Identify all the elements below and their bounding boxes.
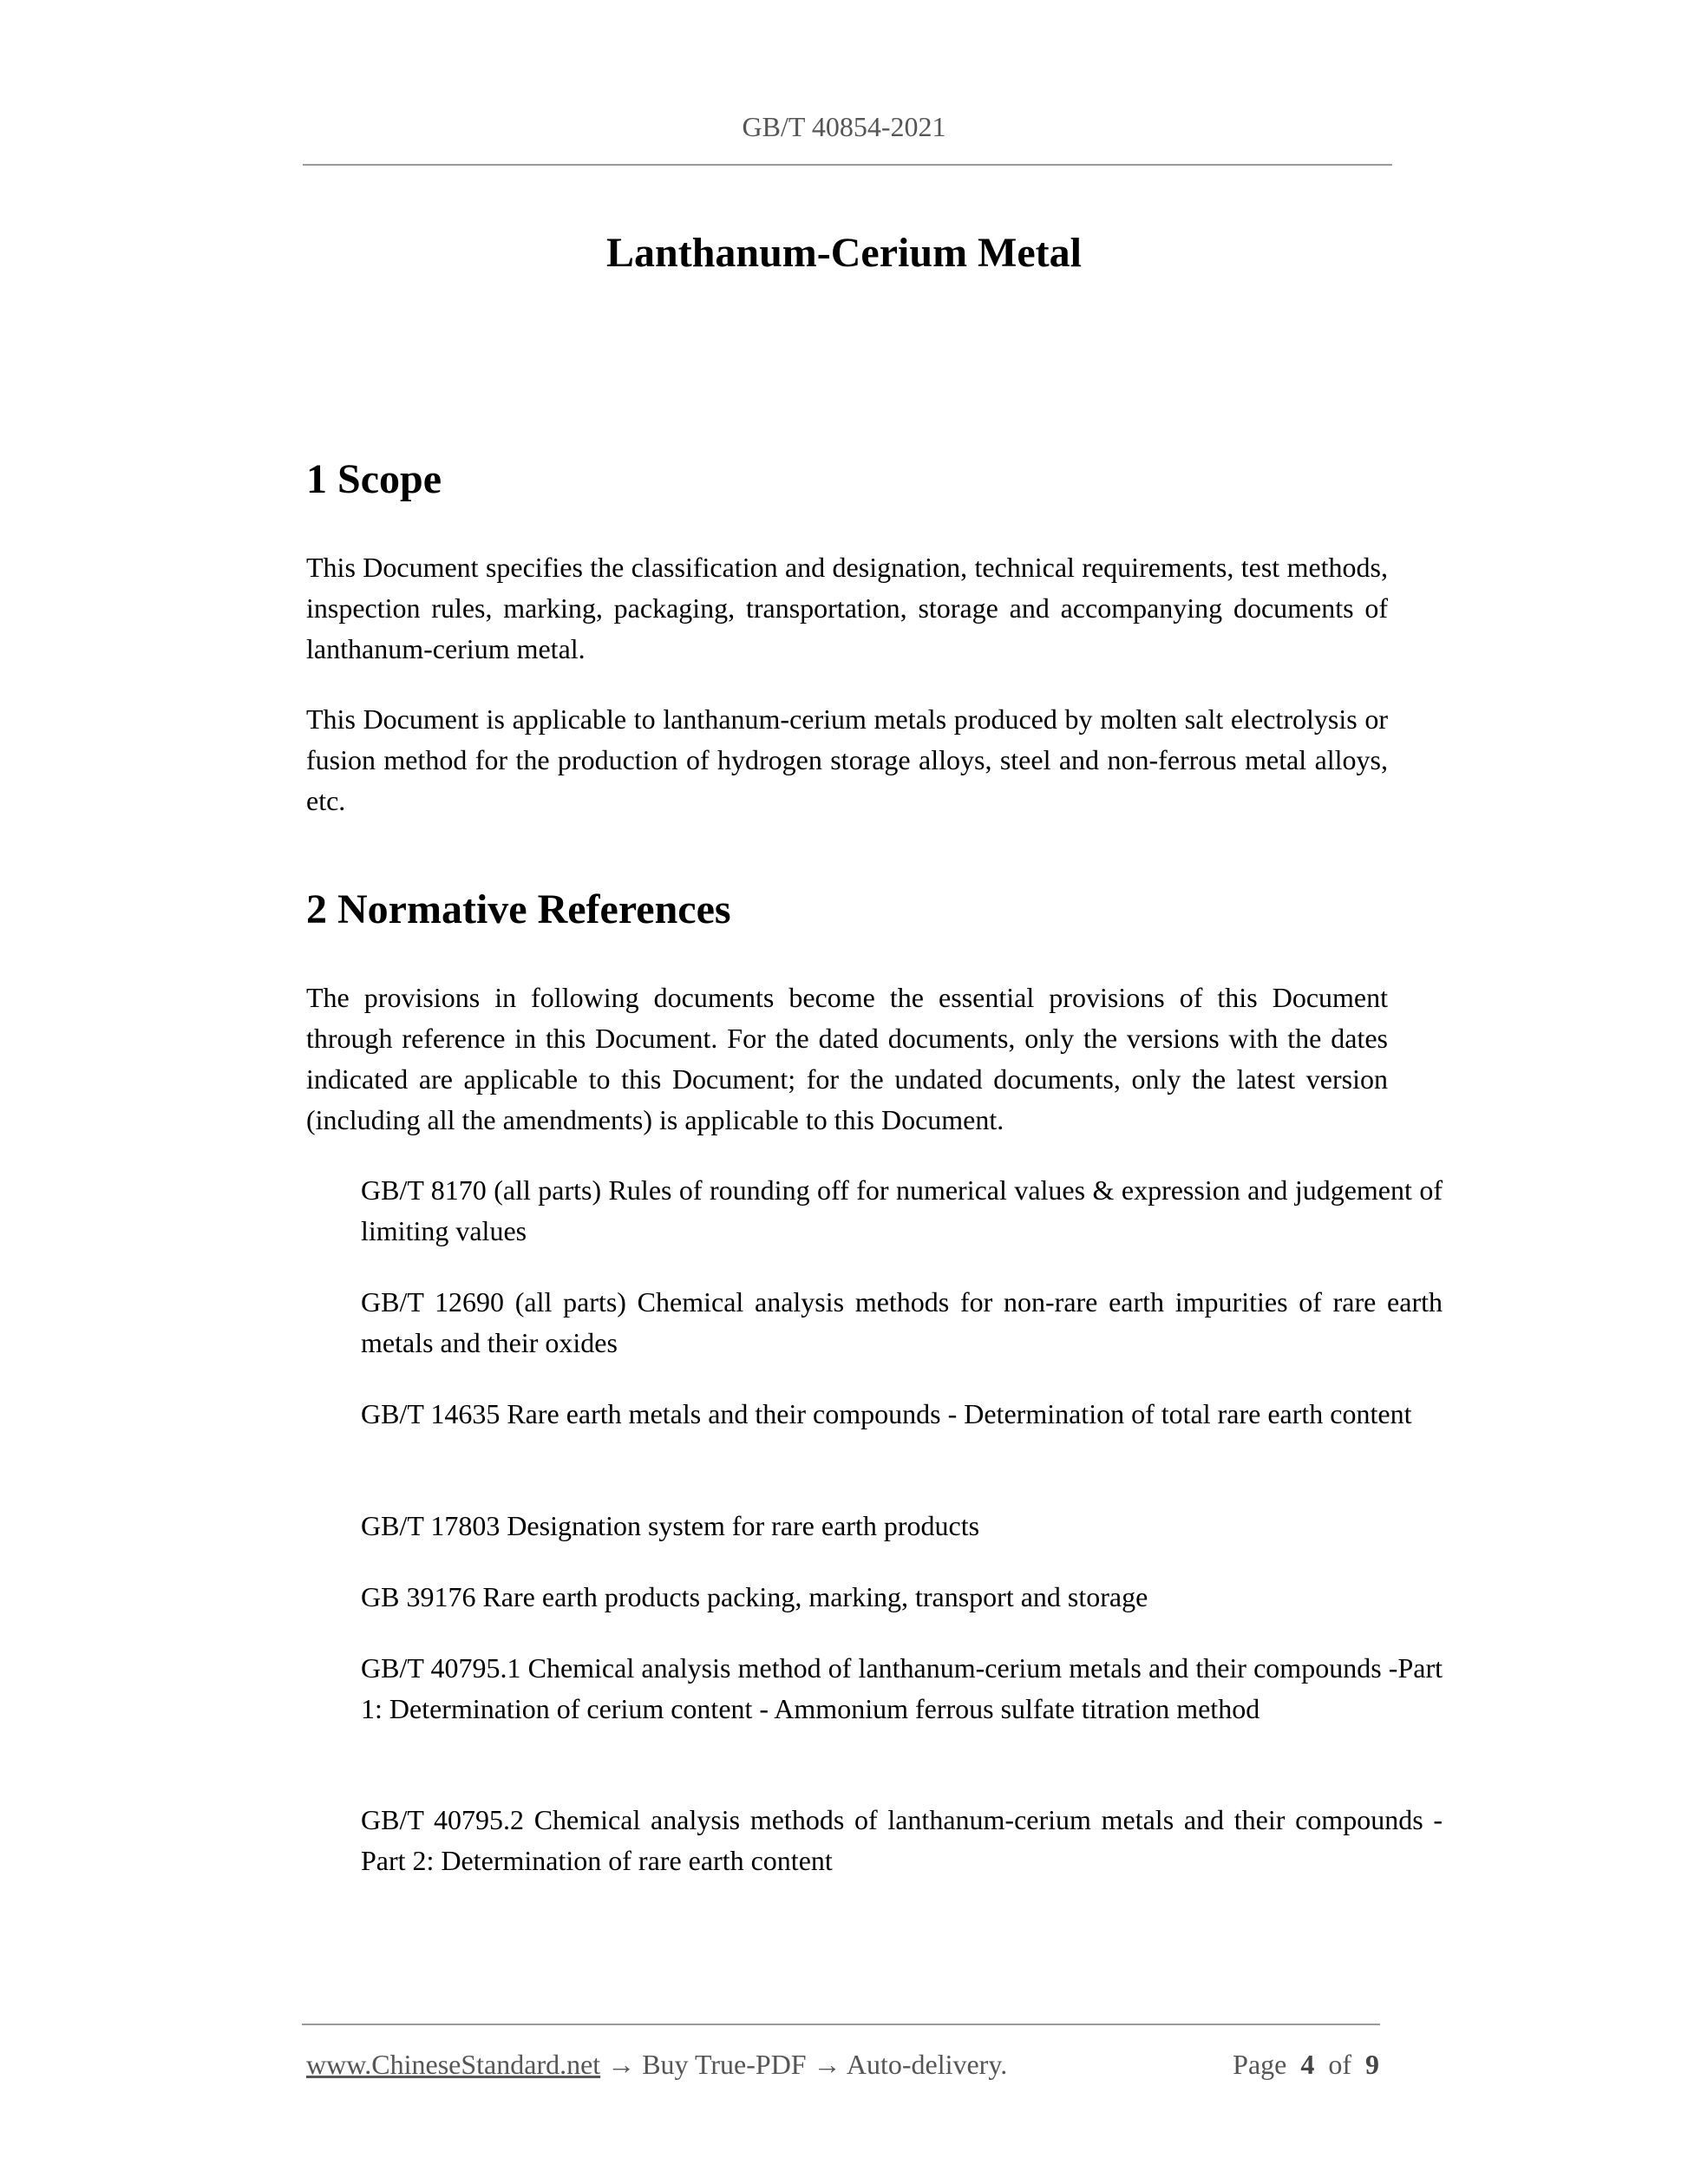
- normative-references-paragraph: The provisions in following documents become the essential provisions of this Document through reference in this Document. For the dated documents, only the versions with the dates indicated are applicable to this Document; for the undated documents, only the latest version (including all the amendments) is applicable to this Document.: [306, 982, 1388, 1135]
- reference-item: GB/T 17803 Designation system for rare earth products: [361, 1510, 980, 1541]
- arrow-right-icon: →: [813, 2049, 841, 2080]
- document-title: Lanthanum-Cerium Metal: [606, 230, 1082, 276]
- section-heading-normative-references: 2 Normative References: [306, 886, 731, 932]
- scope-paragraph-1: This Document specifies the classification and designation, technical requirements, test methods, inspection rules, marking, packaging, transportation, storage and accompanying documents of lanthanum-cerium metal.: [306, 552, 1388, 664]
- reference-item: GB/T 40795.1 Chemical analysis method of lanthanum-cerium metals and their compounds -Part 1: Determination of cerium content - Ammonium ferrous sulfate titration method: [361, 1652, 1443, 1724]
- reference-item: GB/T 40795.2 Chemical analysis methods of lanthanum-cerium metals and their compounds -Part 2: Determination of rare earth content: [361, 1804, 1443, 1876]
- reference-item: GB 39176 Rare earth products packing, marking, transport and storage: [361, 1581, 1148, 1612]
- page-label: Page: [1233, 2049, 1287, 2080]
- running-header: GB/T 40854-2021: [742, 111, 946, 142]
- current-page-number: 4: [1300, 2049, 1315, 2080]
- header-divider: [303, 164, 1392, 166]
- total-pages-number: 9: [1365, 2049, 1379, 2080]
- footer-promo: [306, 2045, 1007, 2083]
- reference-item: GB/T 12690 (all parts) Chemical analysis methods for non-rare earth impurities of rare earth metals and their oxides: [361, 1286, 1443, 1358]
- reference-item: GB/T 8170 (all parts) Rules of rounding off for numerical values & expression and judgement of limiting values: [361, 1174, 1443, 1246]
- arrow-right-icon: →: [607, 2049, 636, 2080]
- reference-item: GB/T 14635 Rare earth metals and their compounds - Determination of total rare earth content: [361, 1398, 1412, 1429]
- section-heading-scope: 1 Scope: [306, 456, 442, 502]
- website-link[interactable]: www.ChineseStandard.net: [306, 2049, 601, 2080]
- auto-delivery-text: Auto-delivery.: [846, 2049, 1008, 2080]
- page-indicator: [1233, 2045, 1379, 2083]
- buy-true-pdf-text: Buy True-PDF: [642, 2049, 807, 2080]
- of-label: of: [1328, 2049, 1351, 2080]
- scope-paragraph-2: This Document is applicable to lanthanum-cerium metals produced by molten salt electrolysis or fusion method for the production of hydrogen storage alloys, steel and non-ferrous metal alloys, etc.: [306, 703, 1388, 816]
- footer-divider: [302, 2024, 1380, 2025]
- page-footer: [306, 2045, 1379, 2083]
